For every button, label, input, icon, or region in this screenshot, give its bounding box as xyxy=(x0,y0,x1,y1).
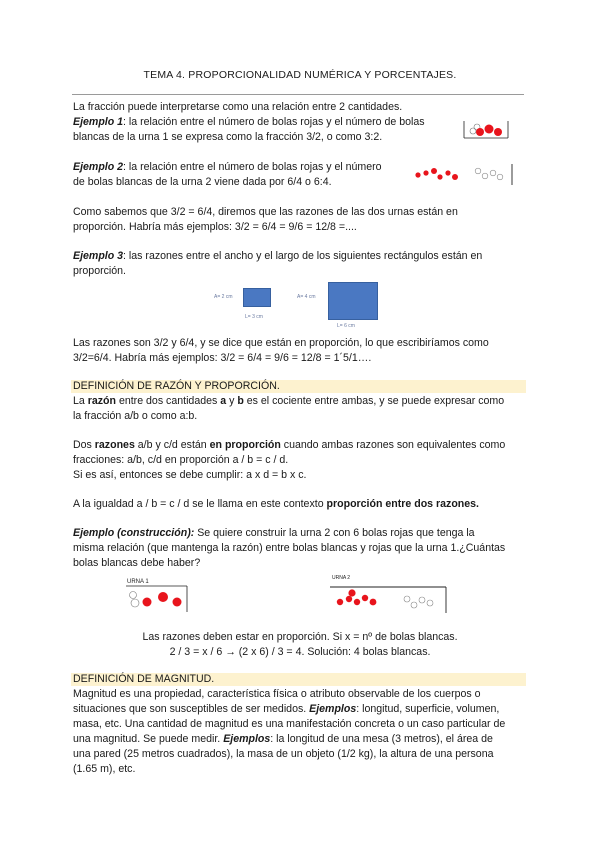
proportion-definition-line3: Si es así, entonces se debe cumplir: a x d = b x c. xyxy=(73,469,307,481)
example2-line1 xyxy=(73,160,382,175)
example1-text: : la relación entre el número de bolas rojas y el número de bolas xyxy=(123,116,425,128)
intro-text: La fracción puede interpretarse como una relación entre 2 cantidades. xyxy=(73,101,403,113)
ratio-definition-line1: La razón entre dos cantidades a y b es el cociente entre ambas, y se puede expresar como xyxy=(73,395,505,407)
construction-example-line1: Ejemplo (construcción): Se quiere construir la urna 2 con 6 bolas rojas que tenga la xyxy=(73,527,475,539)
white-ball xyxy=(419,597,425,603)
magnitude-line1: Magnitud es una propiedad, característica física o atributo observable de los cuerpos o xyxy=(73,688,481,700)
red-ball xyxy=(415,172,420,177)
solution-line1: Las razones deben estar en proporción. Si x = nº de bolas blancas. xyxy=(142,631,458,643)
urn1-figure xyxy=(462,119,512,141)
example3-text: : las razones entre el ancho y el largo de los siguientes rectángulos están en xyxy=(123,250,483,262)
rect2-length-label: L= 6 cm xyxy=(337,323,355,329)
construction-example-line3: bolas blancas debe haber? xyxy=(73,557,201,569)
red-ball xyxy=(437,174,442,179)
urn1-figure-large xyxy=(125,586,191,614)
red-ball xyxy=(485,125,494,134)
example1-line2: blancas de la urna 1 se expresa como la fracción 3/2, o como 3:2. xyxy=(73,131,383,143)
proportion-definition-line1: Dos razones a/b y c/d están en proporción cuando ambas razones son equivalentes como xyxy=(73,439,506,451)
red-ball xyxy=(370,599,377,606)
white-ball xyxy=(475,168,481,174)
example2-text: : la relación entre el número de bolas rojas y el número xyxy=(123,161,382,173)
red-ball xyxy=(354,599,360,605)
magnitude-line3: masa, etc. Una cantidad de magnitud es una manifestación concreta o un caso particular de xyxy=(73,718,506,730)
proportion-definition-line2: fracciones: a/b, c/d en proporción a / b = c / d. xyxy=(73,454,289,466)
red-ball xyxy=(362,595,368,601)
urn1-label: URNA 1 xyxy=(127,579,149,585)
urn2-label: URNA 2 xyxy=(332,575,351,581)
red-ball xyxy=(452,174,458,180)
magnitude-line2: situaciones que son susceptibles de ser medidos. Ejemplos: longitud, superficie, volumen, xyxy=(73,703,500,715)
solution-line2: 2 / 3 = x / 6 → (2 x 6) / 3 = 4. Solución: 4 bolas blancas. xyxy=(169,646,431,658)
example1-label: Ejemplo 1 xyxy=(73,116,124,128)
white-ball xyxy=(404,596,410,602)
red-ball xyxy=(494,128,502,136)
urn2-figure-large xyxy=(330,580,450,614)
red-ball xyxy=(476,128,484,136)
example1-line1 xyxy=(73,115,425,130)
white-ball xyxy=(497,174,503,180)
construction-example-line2: misma relación (que mantenga la razón) entre bolas blancas y rojas que la urna 1.¿Cuántas xyxy=(73,542,506,554)
ratios-para-line1: Las razones son 3/2 y 6/4, y se dice que están en proporción, lo que escribiríamos como xyxy=(73,337,489,349)
magnitude-line4: una magnitud. Se puede medir. Ejemplos: la longitud de una mesa (3 metros), el área de xyxy=(73,733,493,745)
rectangle-small xyxy=(243,288,271,307)
section-heading-ratio-proportion: DEFINICIÓN DE RAZÓN Y PROPORCIÓN. xyxy=(71,380,526,393)
white-ball xyxy=(131,599,139,607)
white-ball xyxy=(411,602,417,608)
equality-statement: A la igualdad a / b = c / d se le llama en este contexto proporción entre dos razones. xyxy=(73,498,479,510)
urn2-figure-small xyxy=(412,163,522,187)
red-ball xyxy=(348,589,355,596)
proportion-para-line2: proporción. Habría más ejemplos: 3/2 = 6/4 = 9/6 = 12/8 =.... xyxy=(73,221,357,233)
red-ball xyxy=(423,170,428,175)
red-ball xyxy=(445,170,450,175)
rect1-width-label: A= 2 cm xyxy=(214,294,233,300)
construction-example-label: Ejemplo (construcción): xyxy=(73,527,195,539)
white-ball xyxy=(427,600,433,606)
red-ball xyxy=(173,598,182,607)
white-ball xyxy=(470,128,476,134)
section-heading-magnitude: DEFINICIÓN DE MAGNITUD. xyxy=(71,673,526,686)
magnitude-line5: una pared (25 metros cuadrados), la masa de un objeto (1/2 kg), la altura de una persona xyxy=(73,748,494,760)
magnitude-line6: (1.65 m), etc. xyxy=(73,763,136,775)
rectangle-large xyxy=(328,282,378,320)
title-rule xyxy=(72,94,524,95)
ratios-para-line2: 3/2=6/4. Habría más ejemplos: 3/2 = 6/4 = 9/6 = 12/8 = 1´5/1…. xyxy=(73,352,372,364)
white-ball xyxy=(490,170,496,176)
rect1-length-label: L= 3 cm xyxy=(245,314,263,320)
red-ball xyxy=(158,592,168,602)
red-ball xyxy=(346,596,352,602)
example3-line2: proporción. xyxy=(73,265,126,277)
white-ball xyxy=(130,592,137,599)
example3-line1 xyxy=(73,249,482,264)
ratio-definition-line2: la fracción a/b o como a:b. xyxy=(73,410,198,422)
example3-label: Ejemplo 3 xyxy=(73,250,124,262)
page-title: TEMA 4. PROPORCIONALIDAD NUMÉRICA Y PORCENTAJES. xyxy=(143,69,457,81)
red-ball xyxy=(337,599,343,605)
white-ball xyxy=(482,173,488,179)
red-ball xyxy=(431,168,437,174)
proportion-para-line1: Como sabemos que 3/2 = 6/4, diremos que las razones de las dos urnas están en xyxy=(73,206,458,218)
example2-label: Ejemplo 2 xyxy=(73,161,124,173)
rect2-width-label: A= 4 cm xyxy=(297,294,316,300)
example2-line2: de bolas blancas de la urna 2 viene dada por 6/4 o 6:4. xyxy=(73,176,332,188)
red-ball xyxy=(143,598,152,607)
